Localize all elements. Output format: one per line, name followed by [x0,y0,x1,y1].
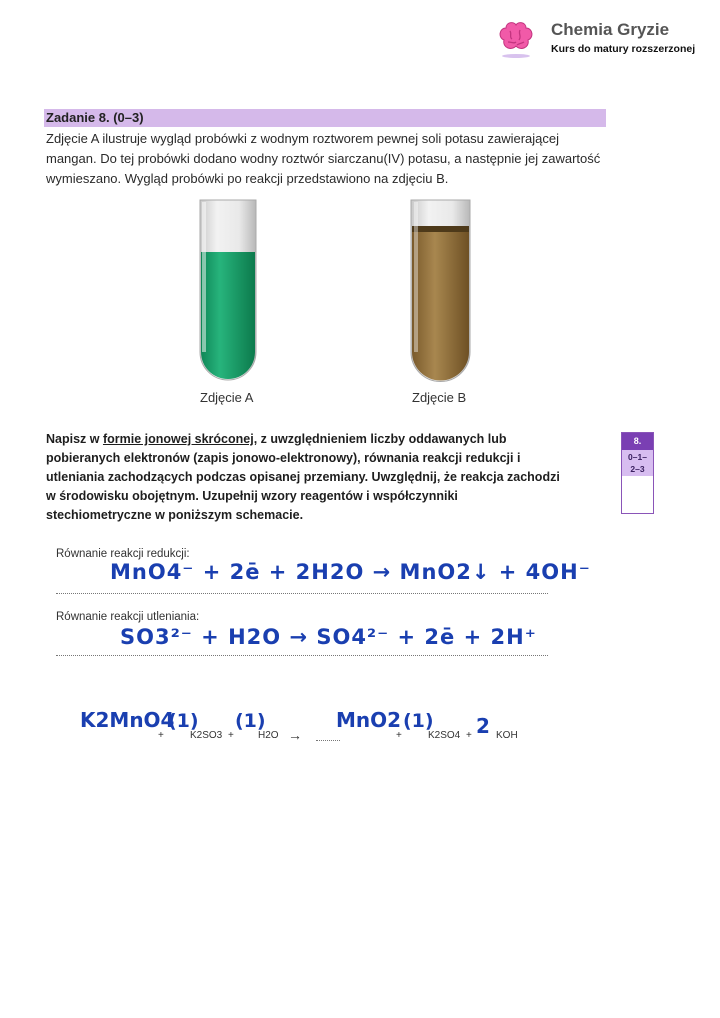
task-intro: Zdjęcie A ilustruje wygląd probówki z wodnym roztworem pewnej soli potasu zawierającej mangan. Do tej probówki dodano wodny roztwór siarczanu(IV) potasu, a następnie jej zawartość wymieszano. Wygląd probówki po reakcji przedstawiono na zdjęciu B. [46,131,601,186]
tube-a [200,200,256,380]
brain-icon [496,18,536,58]
scheme-coef-3: (1) [235,710,266,732]
task-instruction [46,430,566,525]
photo-b-caption: Zdjęcie B [412,390,467,405]
tube-b [411,200,470,381]
test-tubes-photos [180,196,510,410]
scheme-product-3: KOH [496,730,518,741]
score-number: 8. [622,433,653,450]
test-tubes-image [180,196,510,382]
score-range-line-2: 2–3 [630,464,645,474]
brand-header [496,18,711,62]
scheme-product-1: MnO2 [336,708,402,732]
brand-subtitle: Kurs do matury rozszerzonej [551,43,696,55]
oxidation-answer: SO3²⁻ + H2O → SO4²⁻ + 2ē + 2H⁺ [120,625,537,649]
reduction-answer: MnO4⁻ + 2ē + 2H2O → MnO2↓ + 4OH⁻ [110,560,591,584]
photo-a-caption: Zdjęcie A [200,390,254,405]
reaction-scheme [78,700,548,770]
brand-title: Chemia Gryzie [551,20,670,39]
scheme-coef-5: 2 [476,714,490,738]
scheme-coef-4: (1) [403,710,434,732]
scheme-plus-2: + [228,730,234,741]
scheme-plus-3: + [396,730,402,741]
scheme-product-2: K2SO4 [428,730,461,741]
instruction-emphasis: formie jonowej skróconej [102,432,254,446]
instruction-part-1: Napisz w [46,432,103,446]
score-range [622,450,653,476]
score-range-line-1: 0–1– [628,452,647,462]
reduction-label: Równanie reakcji redukcji: [56,548,190,560]
scheme-coef-2: (1) [168,710,199,732]
scheme-plus-4: + [466,730,472,741]
oxidation-answer-line [56,655,548,656]
scheme-blank-line [316,740,340,741]
scheme-arrow: → [288,727,302,743]
scheme-reactant-2: K2SO3 [190,730,223,741]
task-header: Zadanie 8. (0–3) [44,109,606,127]
scheme-reactant-3: H2O [258,730,279,741]
score-box [621,432,654,514]
reduction-answer-line [56,593,548,594]
instruction-part-2: , z uwzględnieniem liczby oddawanych lub pobieranych elektronów (zapis jonowo-elektronowy), równania reakcji redukcji i utleniania zachodzących podczas opisanej przemiany. Uwzględnij, że reakcja zachodzi w środowisku obojętnym. Uzupełnij wzory reagentów i współczynniki stechiometryczne w poniższym schemacie. [46,432,560,522]
scheme-reactant-1: K2MnO4 [80,708,175,732]
scheme-plus-1: + [158,730,164,741]
oxidation-label: Równanie reakcji utleniania: [56,611,200,623]
